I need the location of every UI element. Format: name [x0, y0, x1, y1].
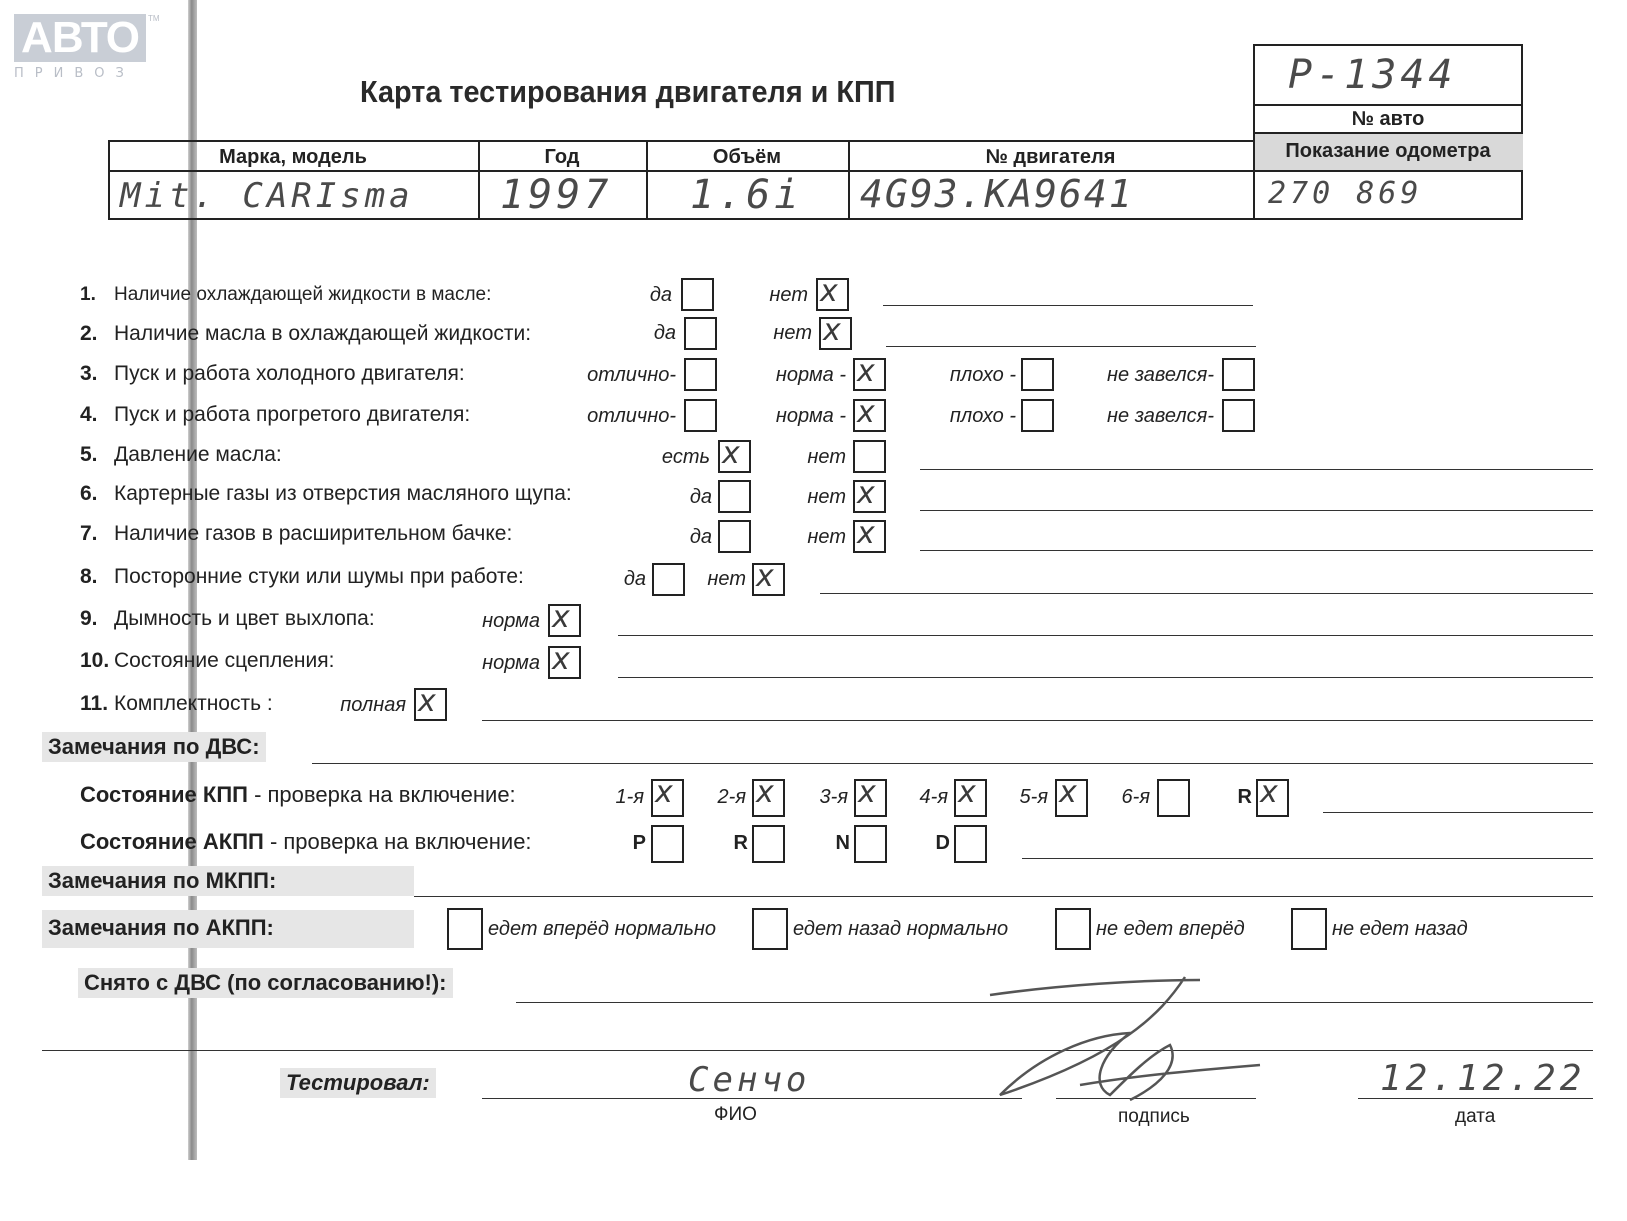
caption-fio: ФИО: [714, 1104, 757, 1125]
car-number-label: № авто: [1351, 108, 1425, 130]
akpp-p-checkbox[interactable]: [651, 825, 684, 863]
q4-checkbox-bad[interactable]: [1021, 399, 1054, 432]
akpp-p-label: P: [632, 832, 646, 854]
question-7: 7. Наличие газов в расширительном бачке:: [80, 522, 513, 545]
q6-opt-no: нет: [807, 486, 846, 508]
q7-opt-no: нет: [807, 526, 846, 548]
gear-3-checkbox[interactable]: x: [854, 779, 887, 817]
q4-opt-not-started: не завелся-: [1107, 405, 1214, 427]
q10-opt-normal: норма: [482, 652, 540, 674]
question-4: 4. Пуск и работа прогретого двигателя:: [80, 403, 471, 426]
q4-opt-bad: плохо -: [949, 405, 1016, 427]
page-title: Карта тестирования двигателя и КПП: [360, 74, 896, 109]
q1-opt-yes: да: [649, 284, 672, 306]
q2-opt-yes: да: [653, 322, 676, 344]
q4-checkbox-normal[interactable]: x: [853, 399, 886, 432]
q11-checkbox-complete[interactable]: x: [414, 688, 447, 721]
q1-checkbox-no[interactable]: x: [816, 278, 849, 311]
akpp-r-label: R: [733, 832, 748, 854]
q4-opt-excellent: отлично-: [587, 405, 676, 427]
test-date: 12.12.22: [1380, 1058, 1586, 1099]
q9-checkbox-normal[interactable]: x: [548, 604, 581, 637]
q9-opt-normal: норма: [482, 610, 540, 632]
q2-opt-no: нет: [773, 322, 812, 344]
q5-opt-yes: есть: [661, 446, 710, 468]
gear-r-label: R: [1237, 786, 1252, 808]
q5-checkbox-yes[interactable]: x: [718, 440, 751, 473]
akpp-n-checkbox[interactable]: [854, 825, 887, 863]
question-2: 2. Наличие масла в охлаждающей жидкости:: [80, 322, 532, 345]
question-8: 8. Посторонние стуки или шумы при работе:: [80, 565, 524, 588]
akpp-forward-ok-label: едет вперёд нормально: [488, 918, 717, 940]
akpp-d-label: D: [935, 832, 950, 854]
logo-trademark: TM: [148, 14, 160, 23]
q4-checkbox-not-started[interactable]: [1222, 399, 1255, 432]
q7-checkbox-no[interactable]: x: [853, 520, 886, 553]
question-3: 3. Пуск и работа холодного двигателя:: [80, 362, 465, 385]
gear-1-label: 1-я: [615, 786, 644, 808]
q7-opt-yes: да: [689, 526, 712, 548]
q4-opt-normal: норма -: [775, 405, 846, 427]
q3-checkbox-not-started[interactable]: [1222, 358, 1255, 391]
q3-opt-normal: норма -: [775, 364, 846, 386]
akpp-no-backward-label: не едет назад: [1332, 918, 1468, 940]
tester-name: Сенчо: [688, 1060, 811, 1100]
volume-value: 1.6i: [690, 172, 803, 218]
gear-r-checkbox[interactable]: x: [1256, 779, 1289, 817]
removed-label: Снято с ДВС (по согласованию!):: [78, 968, 453, 998]
q1-checkbox-yes[interactable]: [681, 278, 714, 311]
q8-opt-yes: да: [623, 568, 646, 590]
gear-2-label: 2-я: [717, 786, 746, 808]
akpp-backward-ok-checkbox[interactable]: [752, 908, 788, 950]
col-model: Марка, модель: [219, 146, 367, 168]
akpp-backward-ok-label: едет назад нормально: [793, 918, 1009, 940]
q8-checkbox-yes[interactable]: [652, 563, 685, 596]
q6-opt-yes: да: [689, 486, 712, 508]
dvs-remarks-label: Замечания по ДВС:: [42, 732, 266, 762]
question-10: 10. Состояние сцепления:: [80, 649, 335, 672]
caption-date: дата: [1455, 1106, 1496, 1127]
kpp-label: Состояние КПП - проверка на включение:: [80, 782, 516, 807]
question-1: 1. Наличие охлаждающей жидкости в масле:: [80, 284, 492, 305]
model-value: Mit. CARIsma: [120, 176, 414, 216]
q8-checkbox-no[interactable]: x: [752, 563, 785, 596]
gear-5-label: 5-я: [1019, 786, 1048, 808]
akpp-forward-ok-checkbox[interactable]: [447, 908, 483, 950]
col-engine-no: № двигателя: [985, 146, 1116, 168]
q3-checkbox-bad[interactable]: [1021, 358, 1054, 391]
q6-checkbox-no[interactable]: x: [853, 480, 886, 513]
q2-checkbox-yes[interactable]: [684, 317, 717, 350]
col-volume: Объём: [712, 146, 782, 168]
tested-label: Тестировал:: [280, 1068, 436, 1098]
gear-3-label: 3-я: [819, 786, 848, 808]
car-number-value: P-1344: [1288, 52, 1457, 98]
q5-checkbox-no[interactable]: [853, 440, 886, 473]
akpp-label: Состояние АКПП - проверка на включение:: [80, 829, 532, 854]
akpp-n-label: N: [835, 832, 850, 854]
gear-6-checkbox[interactable]: [1157, 779, 1190, 817]
q3-opt-excellent: отлично-: [587, 364, 676, 386]
gear-6-label: 6-я: [1121, 786, 1150, 808]
question-5: 5. Давление масла:: [80, 443, 282, 466]
q8-opt-no: нет: [707, 568, 746, 590]
mkpp-remarks-label: Замечания по МКПП:: [42, 866, 414, 896]
gear-1-checkbox[interactable]: x: [651, 779, 684, 817]
q5-opt-no: нет: [807, 446, 846, 468]
q1-opt-no: нет: [769, 284, 808, 306]
question-9: 9. Дымность и цвет выхлопа:: [80, 607, 375, 630]
q3-opt-bad: плохо -: [949, 364, 1016, 386]
signature: [980, 975, 1280, 1125]
q3-checkbox-excellent[interactable]: [684, 358, 717, 391]
caption-signature: подпись: [1118, 1106, 1190, 1127]
q3-checkbox-normal[interactable]: x: [853, 358, 886, 391]
q11-opt-complete: полная: [340, 694, 406, 716]
odometer-value: 270 869: [1268, 176, 1423, 211]
gear-4-label: 4-я: [919, 786, 948, 808]
question-11: 11. Комплектность :: [80, 692, 273, 715]
akpp-remarks-label: Замечания по АКПП:: [42, 910, 414, 948]
akpp-r-checkbox[interactable]: [752, 825, 785, 863]
logo: АВТО: [14, 14, 146, 62]
q10-checkbox-normal[interactable]: x: [548, 646, 581, 679]
gear-2-checkbox[interactable]: x: [752, 779, 785, 817]
akpp-d-checkbox[interactable]: [954, 825, 987, 863]
engine-no-value: 4G93.KA9641: [860, 172, 1134, 216]
q7-checkbox-yes[interactable]: [718, 520, 751, 553]
q2-checkbox-no[interactable]: x: [819, 317, 852, 350]
q6-checkbox-yes[interactable]: [718, 480, 751, 513]
q4-checkbox-excellent[interactable]: [684, 399, 717, 432]
question-6: 6. Картерные газы из отверстия масляного щупа:: [80, 482, 572, 505]
akpp-no-backward-checkbox[interactable]: [1291, 908, 1327, 950]
akpp-no-forward-label: не едет вперёд: [1096, 918, 1245, 940]
year-value: 1997: [500, 172, 613, 218]
q3-opt-not-started: не завелся-: [1107, 364, 1214, 386]
col-odometer: Показание одометра: [1285, 140, 1491, 162]
akpp-no-forward-checkbox[interactable]: [1055, 908, 1091, 950]
col-year: Год: [544, 146, 580, 168]
gear-4-checkbox[interactable]: x: [954, 779, 987, 817]
gear-5-checkbox[interactable]: x: [1055, 779, 1088, 817]
logo-subtitle: ПРИВОЗ: [14, 66, 135, 81]
